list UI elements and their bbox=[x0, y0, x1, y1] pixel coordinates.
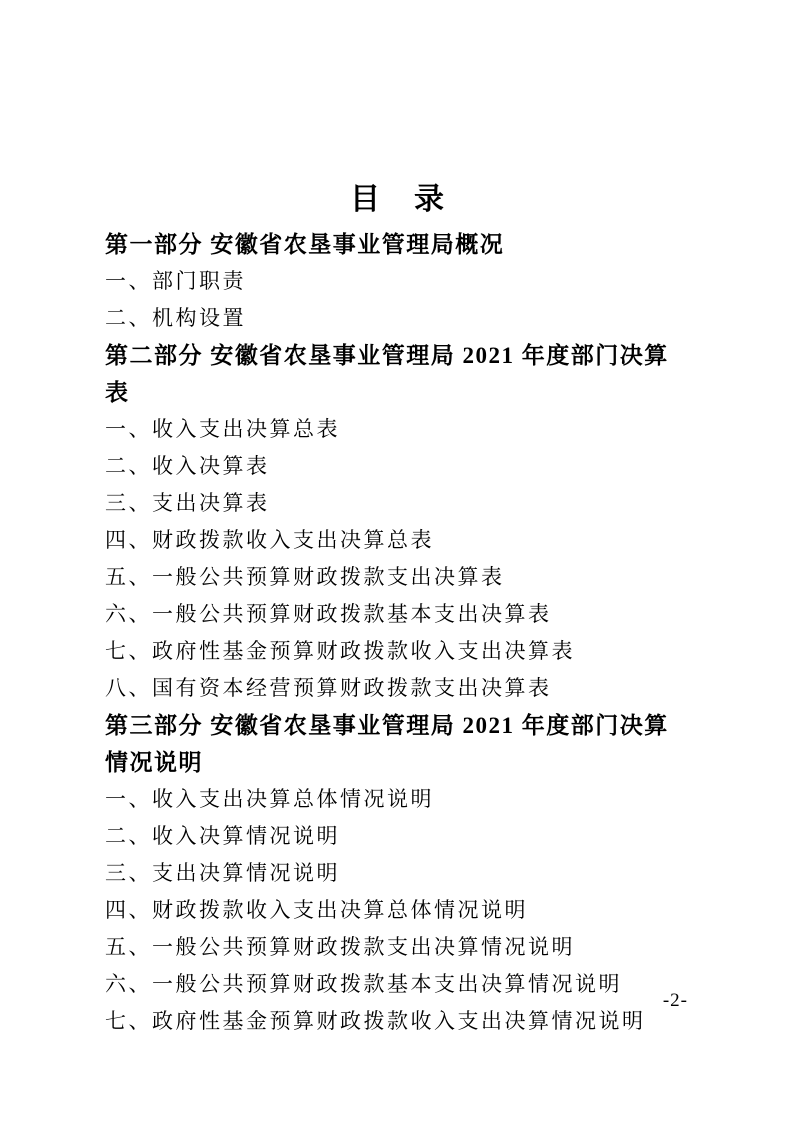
toc-item: 三、支出决算情况说明 bbox=[105, 861, 340, 885]
page-number: -2- bbox=[662, 990, 688, 1011]
toc-item: 四、财政拨款收入支出决算总体情况说明 bbox=[105, 898, 528, 922]
toc-part-3 bbox=[105, 707, 691, 1040]
toc-item: 五、一般公共预算财政拨款支出决算情况说明 bbox=[105, 935, 575, 959]
page-title: 目 录 bbox=[350, 183, 446, 216]
toc-item: 一、收入支出决算总体情况说明 bbox=[105, 787, 434, 811]
toc-item: 六、一般公共预算财政拨款基本支出决算情况说明 bbox=[105, 972, 622, 996]
toc-item: 八、国有资本经营预算财政拨款支出决算表 bbox=[105, 676, 552, 700]
toc-item: 二、收入决算情况说明 bbox=[105, 824, 340, 848]
toc-item: 三、支出决算表 bbox=[105, 491, 270, 515]
part-3-heading: 第三部分 安徽省农垦事业管理局 2021 年度部门决算情况说明 bbox=[105, 713, 669, 775]
toc-item: 五、一般公共预算财政拨款支出决算表 bbox=[105, 565, 505, 589]
toc-item: 一、收入支出决算总表 bbox=[105, 417, 340, 441]
toc-item: 六、一般公共预算财政拨款基本支出决算表 bbox=[105, 602, 552, 626]
toc-item: 二、机构设置 bbox=[105, 306, 246, 330]
toc-item: 四、财政拨款收入支出决算总表 bbox=[105, 528, 434, 552]
toc-item: 七、政府性基金预算财政拨款收入支出决算表 bbox=[105, 639, 575, 663]
toc-part-1 bbox=[105, 226, 691, 337]
toc-item: 七、政府性基金预算财政拨款收入支出决算情况说明 bbox=[105, 1009, 646, 1033]
part-2-heading: 第二部分 安徽省农垦事业管理局 2021 年度部门决算表 bbox=[105, 343, 669, 405]
toc-content bbox=[105, 178, 691, 1040]
part-1-heading: 第一部分 安徽省农垦事业管理局概况 bbox=[105, 232, 505, 257]
toc-part-2 bbox=[105, 337, 691, 707]
toc-item: 二、收入决算表 bbox=[105, 454, 270, 478]
toc-item: 一、部门职责 bbox=[105, 269, 246, 293]
